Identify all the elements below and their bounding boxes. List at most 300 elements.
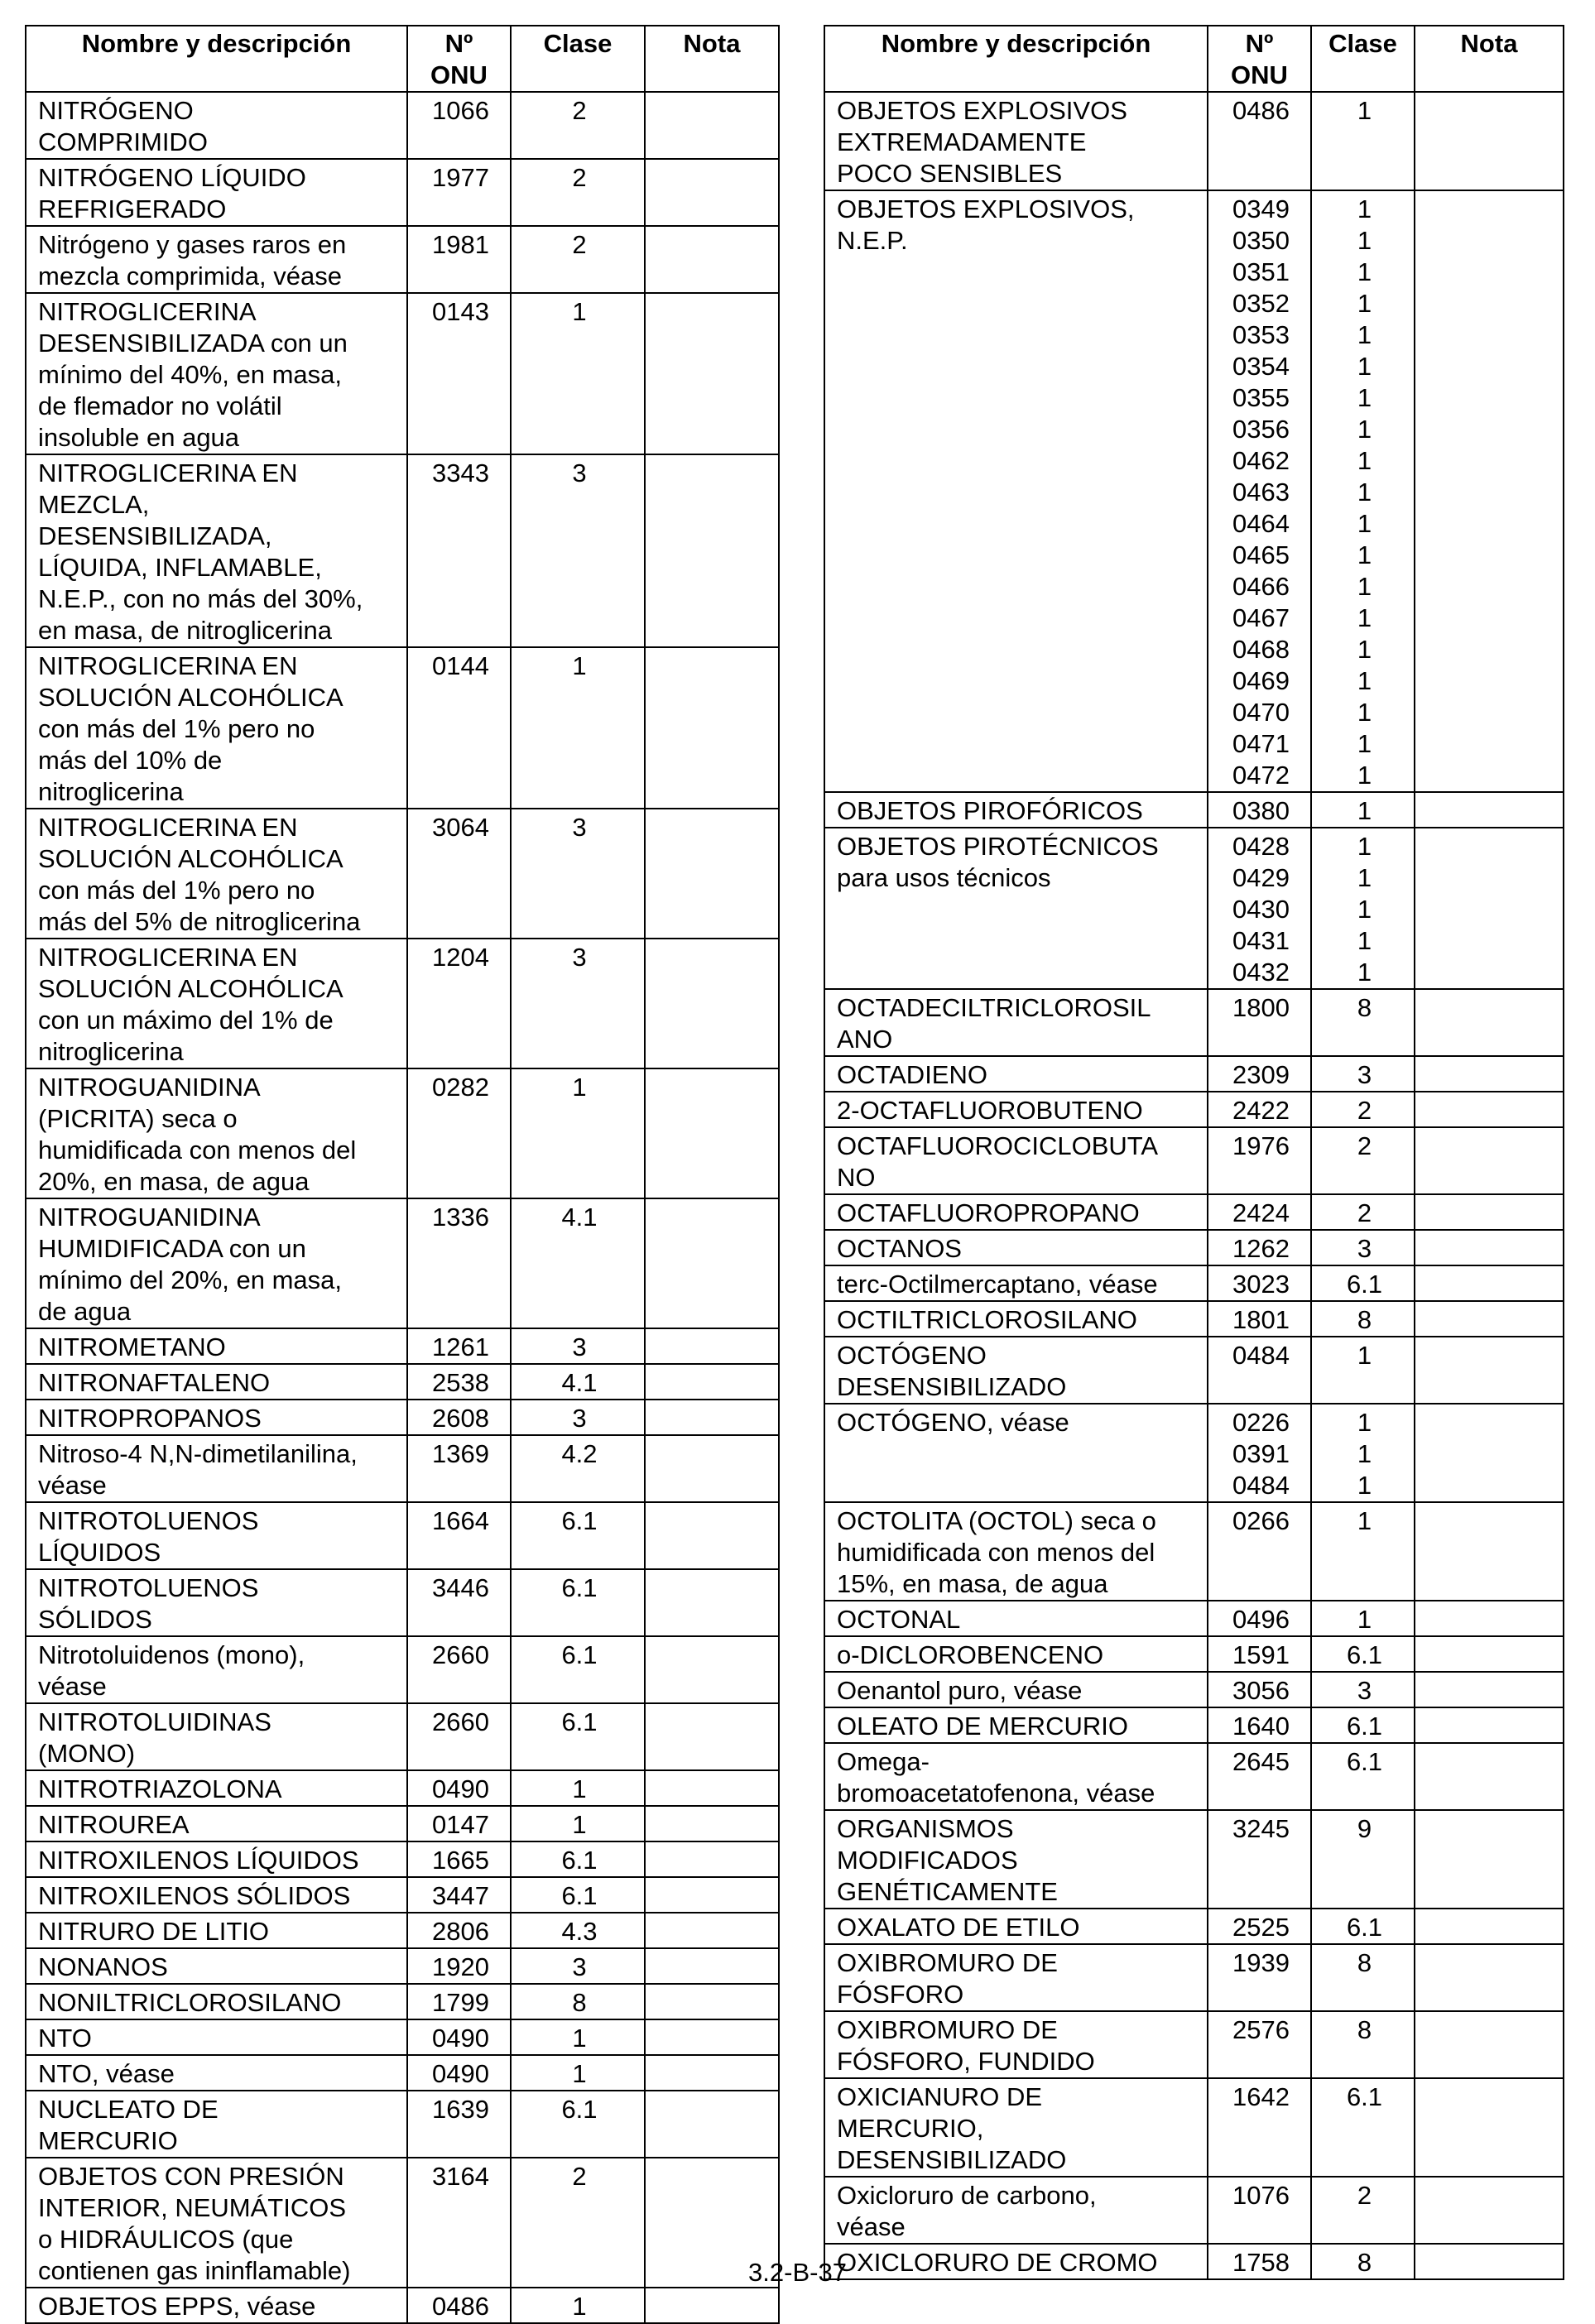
class-cell bbox=[511, 1948, 645, 1984]
note-cell bbox=[645, 1328, 779, 1364]
class-line: 1 bbox=[1357, 1408, 1372, 1437]
class-line: 4.3 bbox=[561, 1917, 598, 1946]
class-cell bbox=[511, 1328, 645, 1364]
class-line: 6.1 bbox=[1346, 1640, 1383, 1669]
class-line: 2 bbox=[1357, 1096, 1372, 1125]
note-cell bbox=[1415, 1944, 1564, 2011]
class-line: 2 bbox=[1357, 1131, 1372, 1160]
note-cell bbox=[1415, 2177, 1564, 2244]
name-line: véase bbox=[38, 1672, 107, 1701]
note-cell bbox=[645, 1569, 779, 1636]
name-cell bbox=[824, 92, 1208, 190]
note-cell bbox=[645, 1502, 779, 1569]
class-cell bbox=[1311, 1056, 1415, 1092]
un-number-cell bbox=[407, 1877, 511, 1913]
note-cell bbox=[645, 1400, 779, 1435]
un-number-line: 1204 bbox=[432, 943, 489, 972]
name-line: FÓSFORO, FUNDIDO bbox=[837, 2047, 1095, 2076]
un-number-line: 0472 bbox=[1232, 761, 1290, 790]
un-number-line: 3023 bbox=[1232, 1270, 1290, 1299]
note-cell bbox=[1415, 1230, 1564, 1265]
name-line: SOLUCIÓN ALCOHÓLICA bbox=[38, 683, 344, 712]
left-table-body bbox=[26, 92, 779, 2323]
table-row bbox=[26, 1198, 779, 1328]
class-line: 6.1 bbox=[1346, 1747, 1383, 1776]
class-cell bbox=[1311, 1944, 1415, 2011]
un-number-cell bbox=[1208, 1909, 1311, 1944]
un-number-line: 1976 bbox=[1232, 1131, 1290, 1160]
header-un-line: ONU bbox=[430, 60, 488, 89]
name-cell bbox=[824, 1127, 1208, 1194]
un-number-line: 0356 bbox=[1232, 415, 1290, 444]
name-line: OBJETOS PIROTÉCNICOS bbox=[837, 832, 1159, 861]
note-cell bbox=[1415, 1092, 1564, 1127]
class-line: 1 bbox=[1357, 729, 1372, 758]
name-cell bbox=[824, 1404, 1208, 1502]
class-line: 8 bbox=[1357, 993, 1372, 1022]
class-line: 6.1 bbox=[1346, 1712, 1383, 1741]
name-line: NITRÓGENO LÍQUIDO bbox=[38, 163, 306, 192]
name-cell bbox=[26, 809, 407, 939]
name-cell bbox=[26, 1435, 407, 1502]
note-cell bbox=[645, 1841, 779, 1877]
un-number-cell bbox=[407, 226, 511, 293]
class-line: 3 bbox=[1357, 1060, 1372, 1089]
table-row bbox=[824, 2177, 1564, 2244]
table-row bbox=[26, 1877, 779, 1913]
table-row bbox=[26, 1806, 779, 1841]
un-number-cell bbox=[407, 647, 511, 809]
un-number-line: 0353 bbox=[1232, 320, 1290, 349]
un-number-cell bbox=[1208, 1092, 1311, 1127]
name-line: terc-Octilmercaptano, véase bbox=[837, 1270, 1158, 1299]
class-cell bbox=[1311, 1636, 1415, 1672]
class-cell bbox=[1311, 1337, 1415, 1404]
table-row bbox=[26, 1984, 779, 2019]
name-line: NITROGLICERINA EN bbox=[38, 943, 298, 972]
header-note: Nota bbox=[1415, 26, 1564, 92]
name-cell bbox=[824, 2011, 1208, 2078]
class-line: 8 bbox=[1357, 2015, 1372, 2044]
un-number-line: 0490 bbox=[432, 2059, 489, 2088]
name-line: véase bbox=[38, 1471, 107, 1500]
un-number-line: 1664 bbox=[432, 1506, 489, 1535]
note-cell bbox=[1415, 1672, 1564, 1707]
un-number-cell bbox=[1208, 1636, 1311, 1672]
un-number-cell bbox=[1208, 92, 1311, 190]
table-row bbox=[26, 226, 779, 293]
table-row bbox=[824, 2078, 1564, 2177]
class-line: 1 bbox=[1357, 572, 1372, 601]
name-cell bbox=[26, 226, 407, 293]
name-cell bbox=[26, 1877, 407, 1913]
name-cell bbox=[824, 2078, 1208, 2177]
table-row bbox=[26, 1569, 779, 1636]
table-row bbox=[824, 92, 1564, 190]
name-line: contienen gas ininflamable) bbox=[38, 2256, 351, 2285]
un-number-line: 0349 bbox=[1232, 194, 1290, 223]
name-line: NUCLEATO DE bbox=[38, 2095, 219, 2124]
note-cell bbox=[1415, 1127, 1564, 1194]
name-cell bbox=[26, 1400, 407, 1435]
name-line: mínimo del 20%, en masa, bbox=[38, 1265, 343, 1294]
un-number-line: 1799 bbox=[432, 1988, 489, 2017]
class-line: 8 bbox=[1357, 1948, 1372, 1977]
header-un-number bbox=[407, 26, 511, 92]
table-row bbox=[26, 92, 779, 159]
table-row bbox=[824, 1092, 1564, 1127]
name-line: NITRÓGENO bbox=[38, 96, 194, 125]
un-number-cell bbox=[407, 293, 511, 454]
name-line: Omega- bbox=[837, 1747, 930, 1776]
note-cell bbox=[1415, 2011, 1564, 2078]
name-line: con más del 1% pero no bbox=[38, 876, 315, 905]
class-line: 1 bbox=[1357, 320, 1372, 349]
name-line: con un máximo del 1% de bbox=[38, 1006, 334, 1035]
class-cell bbox=[511, 454, 645, 647]
class-line: 1 bbox=[572, 1774, 587, 1803]
note-cell bbox=[645, 1948, 779, 1984]
name-line: nitroglicerina bbox=[38, 777, 184, 806]
note-cell bbox=[645, 1364, 779, 1400]
un-number-line: 1977 bbox=[432, 163, 489, 192]
class-line: 3 bbox=[572, 459, 587, 487]
un-number-line: 3343 bbox=[432, 459, 489, 487]
name-cell bbox=[26, 1502, 407, 1569]
class-cell bbox=[1311, 989, 1415, 1056]
name-cell bbox=[26, 2019, 407, 2055]
name-line: POCO SENSIBLES bbox=[837, 159, 1063, 188]
un-number-line: 2576 bbox=[1232, 2015, 1290, 2044]
class-line: 1 bbox=[572, 2292, 587, 2321]
name-cell bbox=[824, 1810, 1208, 1909]
name-line: OCTÓGENO bbox=[837, 1341, 987, 1370]
un-number-line: 3245 bbox=[1232, 1814, 1290, 1843]
note-cell bbox=[1415, 792, 1564, 828]
class-cell bbox=[511, 226, 645, 293]
class-cell bbox=[1311, 1194, 1415, 1230]
un-number-line: 2309 bbox=[1232, 1060, 1290, 1089]
un-number-line: 0432 bbox=[1232, 958, 1290, 987]
class-cell bbox=[511, 1068, 645, 1198]
class-cell bbox=[511, 1569, 645, 1636]
class-cell bbox=[1311, 1909, 1415, 1944]
class-line: 1 bbox=[1357, 96, 1372, 125]
name-line: NO bbox=[837, 1163, 876, 1192]
table-row bbox=[26, 939, 779, 1068]
table-row bbox=[824, 1404, 1564, 1502]
name-cell bbox=[26, 2091, 407, 2158]
class-line: 1 bbox=[1357, 796, 1372, 825]
table-row bbox=[26, 2091, 779, 2158]
un-number-line: 2608 bbox=[432, 1404, 489, 1433]
name-line: OXICIANURO DE bbox=[837, 2082, 1043, 2111]
name-line: OCTONAL bbox=[837, 1605, 961, 1634]
name-cell bbox=[26, 1806, 407, 1841]
name-cell bbox=[26, 1948, 407, 1984]
name-line: (PICRITA) seca o bbox=[38, 1104, 238, 1133]
note-cell bbox=[645, 1068, 779, 1198]
un-number-cell bbox=[1208, 1337, 1311, 1404]
name-line: NITROGUANIDINA bbox=[38, 1073, 261, 1102]
table-row bbox=[26, 809, 779, 939]
un-number-cell bbox=[1208, 989, 1311, 1056]
un-number-line: 0226 bbox=[1232, 1408, 1290, 1437]
name-line: OCTANOS bbox=[837, 1234, 962, 1263]
name-line: con más del 1% pero no bbox=[38, 714, 315, 743]
class-line: 2 bbox=[572, 2162, 587, 2191]
name-line: N.E.P. bbox=[837, 226, 908, 255]
table-row bbox=[26, 1770, 779, 1806]
name-line: mínimo del 40%, en masa, bbox=[38, 360, 343, 389]
class-cell bbox=[1311, 1672, 1415, 1707]
name-cell bbox=[824, 828, 1208, 989]
class-line: 4.2 bbox=[561, 1439, 598, 1468]
name-line: NITRONAFTALENO bbox=[38, 1368, 271, 1397]
class-line: 1 bbox=[1357, 1341, 1372, 1370]
name-cell bbox=[824, 1601, 1208, 1636]
un-number-line: 0465 bbox=[1232, 540, 1290, 569]
un-number-cell bbox=[407, 1400, 511, 1435]
class-cell bbox=[1311, 1092, 1415, 1127]
table-row bbox=[26, 1913, 779, 1948]
un-number-cell bbox=[407, 1435, 511, 1502]
name-line: mezcla comprimida, véase bbox=[38, 262, 342, 290]
table-row bbox=[26, 1703, 779, 1770]
class-cell bbox=[511, 293, 645, 454]
table-row bbox=[26, 2019, 779, 2055]
class-line: 1 bbox=[1357, 226, 1372, 255]
un-number-cell bbox=[407, 1984, 511, 2019]
name-line: ORGANISMOS bbox=[837, 1814, 1014, 1843]
un-number-cell bbox=[407, 1806, 511, 1841]
note-cell bbox=[645, 2019, 779, 2055]
un-number-cell bbox=[1208, 1056, 1311, 1092]
class-line: 6.1 bbox=[561, 1881, 598, 1910]
class-line: 1 bbox=[1357, 509, 1372, 538]
class-cell bbox=[1311, 828, 1415, 989]
name-line: nitroglicerina bbox=[38, 1037, 184, 1066]
name-line: OBJETOS CON PRESIÓN bbox=[38, 2162, 344, 2191]
header-un-line: Nº bbox=[444, 29, 473, 58]
name-line: NITROTRIAZOLONA bbox=[38, 1774, 282, 1803]
name-line: humidificada con menos del bbox=[38, 1136, 357, 1164]
table-row bbox=[824, 1194, 1564, 1230]
class-cell bbox=[1311, 1707, 1415, 1743]
name-line: NITROGUANIDINA bbox=[38, 1203, 261, 1232]
class-line: 1 bbox=[1357, 1605, 1372, 1634]
name-line: NTO bbox=[38, 2024, 92, 2053]
name-line: OCTADECILTRICLOROSIL bbox=[837, 993, 1151, 1022]
name-line: OCTAFLUOROPROPANO bbox=[837, 1198, 1140, 1227]
class-line: 1 bbox=[1357, 478, 1372, 507]
name-line: NITROTOLUENOS bbox=[38, 1573, 259, 1602]
un-number-line: 0484 bbox=[1232, 1471, 1290, 1500]
name-line: más del 10% de bbox=[38, 746, 223, 775]
un-number-line: 0352 bbox=[1232, 289, 1290, 318]
note-cell bbox=[645, 2288, 779, 2323]
un-number-line: 1920 bbox=[432, 1952, 489, 1981]
table-row bbox=[824, 828, 1564, 989]
un-number-line: 1642 bbox=[1232, 2082, 1290, 2111]
class-line: 1 bbox=[572, 1073, 587, 1102]
un-number-line: 2525 bbox=[1232, 1913, 1290, 1942]
name-line: NONANOS bbox=[38, 1952, 168, 1981]
note-cell bbox=[1415, 1056, 1564, 1092]
table-row bbox=[824, 792, 1564, 828]
un-number-cell bbox=[407, 1569, 511, 1636]
un-number-cell bbox=[1208, 1944, 1311, 2011]
name-line: Nitrógeno y gases raros en bbox=[38, 230, 347, 259]
name-line: DESENSIBILIZADA con un bbox=[38, 329, 348, 358]
class-line: 4.1 bbox=[561, 1203, 598, 1232]
note-cell bbox=[1415, 2078, 1564, 2177]
un-number-line: 1261 bbox=[432, 1332, 489, 1361]
class-cell bbox=[1311, 1230, 1415, 1265]
note-cell bbox=[645, 647, 779, 809]
note-cell bbox=[645, 2055, 779, 2091]
name-cell bbox=[824, 792, 1208, 828]
class-cell bbox=[1311, 792, 1415, 828]
name-line: NITROGLICERINA EN bbox=[38, 459, 298, 487]
table-row bbox=[26, 1636, 779, 1703]
un-number-cell bbox=[407, 1703, 511, 1770]
un-number-cell bbox=[1208, 1502, 1311, 1601]
un-number-cell bbox=[1208, 190, 1311, 792]
name-line: LÍQUIDA, INFLAMABLE, bbox=[38, 553, 322, 582]
note-cell bbox=[645, 1877, 779, 1913]
un-number-line: 0468 bbox=[1232, 635, 1290, 664]
un-number-line: 0486 bbox=[1232, 96, 1290, 125]
table-row bbox=[824, 989, 1564, 1056]
name-line: bromoacetatofenona, véase bbox=[837, 1779, 1155, 1808]
table-row bbox=[824, 1672, 1564, 1707]
class-line: 1 bbox=[1357, 257, 1372, 286]
class-line: 1 bbox=[1357, 761, 1372, 790]
un-number-line: 0380 bbox=[1232, 796, 1290, 825]
name-line: ANO bbox=[837, 1025, 893, 1054]
note-cell bbox=[645, 1636, 779, 1703]
un-number-line: 0351 bbox=[1232, 257, 1290, 286]
class-line: 2 bbox=[1357, 2181, 1372, 2210]
un-number-cell bbox=[1208, 2011, 1311, 2078]
table-row bbox=[824, 1909, 1564, 1944]
un-number-line: 3056 bbox=[1232, 1676, 1290, 1705]
name-cell bbox=[824, 190, 1208, 792]
name-line: véase bbox=[837, 2212, 906, 2241]
un-number-cell bbox=[1208, 1810, 1311, 1909]
table-row bbox=[26, 647, 779, 809]
name-line: OXICLORURO DE CROMO bbox=[837, 2248, 1158, 2277]
class-line: 1 bbox=[1357, 863, 1372, 892]
note-cell bbox=[1415, 1265, 1564, 1301]
name-line: OLEATO DE MERCURIO bbox=[837, 1712, 1128, 1741]
left-table-header bbox=[26, 26, 779, 92]
note-cell bbox=[1415, 989, 1564, 1056]
class-line: 4.1 bbox=[561, 1368, 598, 1397]
un-number-line: 1640 bbox=[1232, 1712, 1290, 1741]
class-cell bbox=[1311, 190, 1415, 792]
note-cell bbox=[1415, 1337, 1564, 1404]
name-line: REFRIGERADO bbox=[38, 194, 227, 223]
un-number-cell bbox=[407, 1198, 511, 1328]
name-cell bbox=[26, 647, 407, 809]
class-line: 1 bbox=[1357, 958, 1372, 987]
note-cell bbox=[1415, 1636, 1564, 1672]
un-number-line: 2422 bbox=[1232, 1096, 1290, 1125]
name-cell bbox=[824, 1707, 1208, 1743]
class-cell bbox=[511, 2288, 645, 2323]
class-line: 1 bbox=[1357, 1439, 1372, 1468]
name-line: NITROXILENOS SÓLIDOS bbox=[38, 1881, 351, 1910]
name-line: OBJETOS EXPLOSIVOS bbox=[837, 96, 1127, 125]
un-number-cell bbox=[407, 1841, 511, 1877]
un-number-line: 0490 bbox=[432, 2024, 489, 2053]
class-line: 3 bbox=[572, 943, 587, 972]
class-line: 1 bbox=[1357, 832, 1372, 861]
name-line: (MONO) bbox=[38, 1739, 136, 1768]
class-line: 1 bbox=[1357, 415, 1372, 444]
name-line: SOLUCIÓN ALCOHÓLICA bbox=[38, 844, 344, 873]
name-cell bbox=[26, 939, 407, 1068]
class-cell bbox=[1311, 1810, 1415, 1909]
class-cell bbox=[1311, 1265, 1415, 1301]
name-cell bbox=[824, 1502, 1208, 1601]
name-line: SOLUCIÓN ALCOHÓLICA bbox=[38, 974, 344, 1003]
table-row bbox=[26, 1400, 779, 1435]
un-number-line: 0463 bbox=[1232, 478, 1290, 507]
header-name: Nombre y descripción bbox=[26, 26, 407, 92]
un-number-cell bbox=[407, 1770, 511, 1806]
un-number-line: 1639 bbox=[432, 2095, 489, 2124]
name-line: OXIBROMURO DE bbox=[837, 2015, 1058, 2044]
class-line: 3 bbox=[1357, 1676, 1372, 1705]
note-cell bbox=[1415, 828, 1564, 989]
table-row bbox=[26, 1502, 779, 1569]
name-cell bbox=[824, 1194, 1208, 1230]
name-cell bbox=[26, 1841, 407, 1877]
name-cell bbox=[26, 454, 407, 647]
name-line: NONILTRICLOROSILANO bbox=[38, 1988, 342, 2017]
class-cell bbox=[511, 2055, 645, 2091]
un-number-line: 0431 bbox=[1232, 926, 1290, 955]
class-line: 2 bbox=[572, 96, 587, 125]
note-cell bbox=[1415, 1301, 1564, 1337]
un-number-cell bbox=[407, 2055, 511, 2091]
class-line: 6.1 bbox=[1346, 1270, 1383, 1299]
table-row bbox=[824, 1743, 1564, 1810]
class-line: 3 bbox=[1357, 1234, 1372, 1263]
name-line: NITROUREA bbox=[38, 1810, 190, 1839]
class-cell bbox=[1311, 2078, 1415, 2177]
note-cell bbox=[1415, 1743, 1564, 1810]
un-number-line: 3064 bbox=[432, 813, 489, 842]
table-row bbox=[26, 1364, 779, 1400]
name-line: NITROTOLUIDINAS bbox=[38, 1707, 271, 1736]
un-number-line: 0282 bbox=[432, 1073, 489, 1102]
table-row bbox=[824, 1230, 1564, 1265]
class-line: 1 bbox=[1357, 446, 1372, 475]
name-cell bbox=[26, 92, 407, 159]
un-number-cell bbox=[1208, 1194, 1311, 1230]
un-number-line: 0430 bbox=[1232, 895, 1290, 924]
note-cell bbox=[1415, 1404, 1564, 1502]
class-line: 1 bbox=[1357, 666, 1372, 695]
name-line: HUMIDIFICADA con un bbox=[38, 1234, 306, 1263]
name-line: Nitroso-4 N,N-dimetilanilina, bbox=[38, 1439, 358, 1468]
class-cell bbox=[1311, 92, 1415, 190]
class-line: 1 bbox=[1357, 1471, 1372, 1500]
